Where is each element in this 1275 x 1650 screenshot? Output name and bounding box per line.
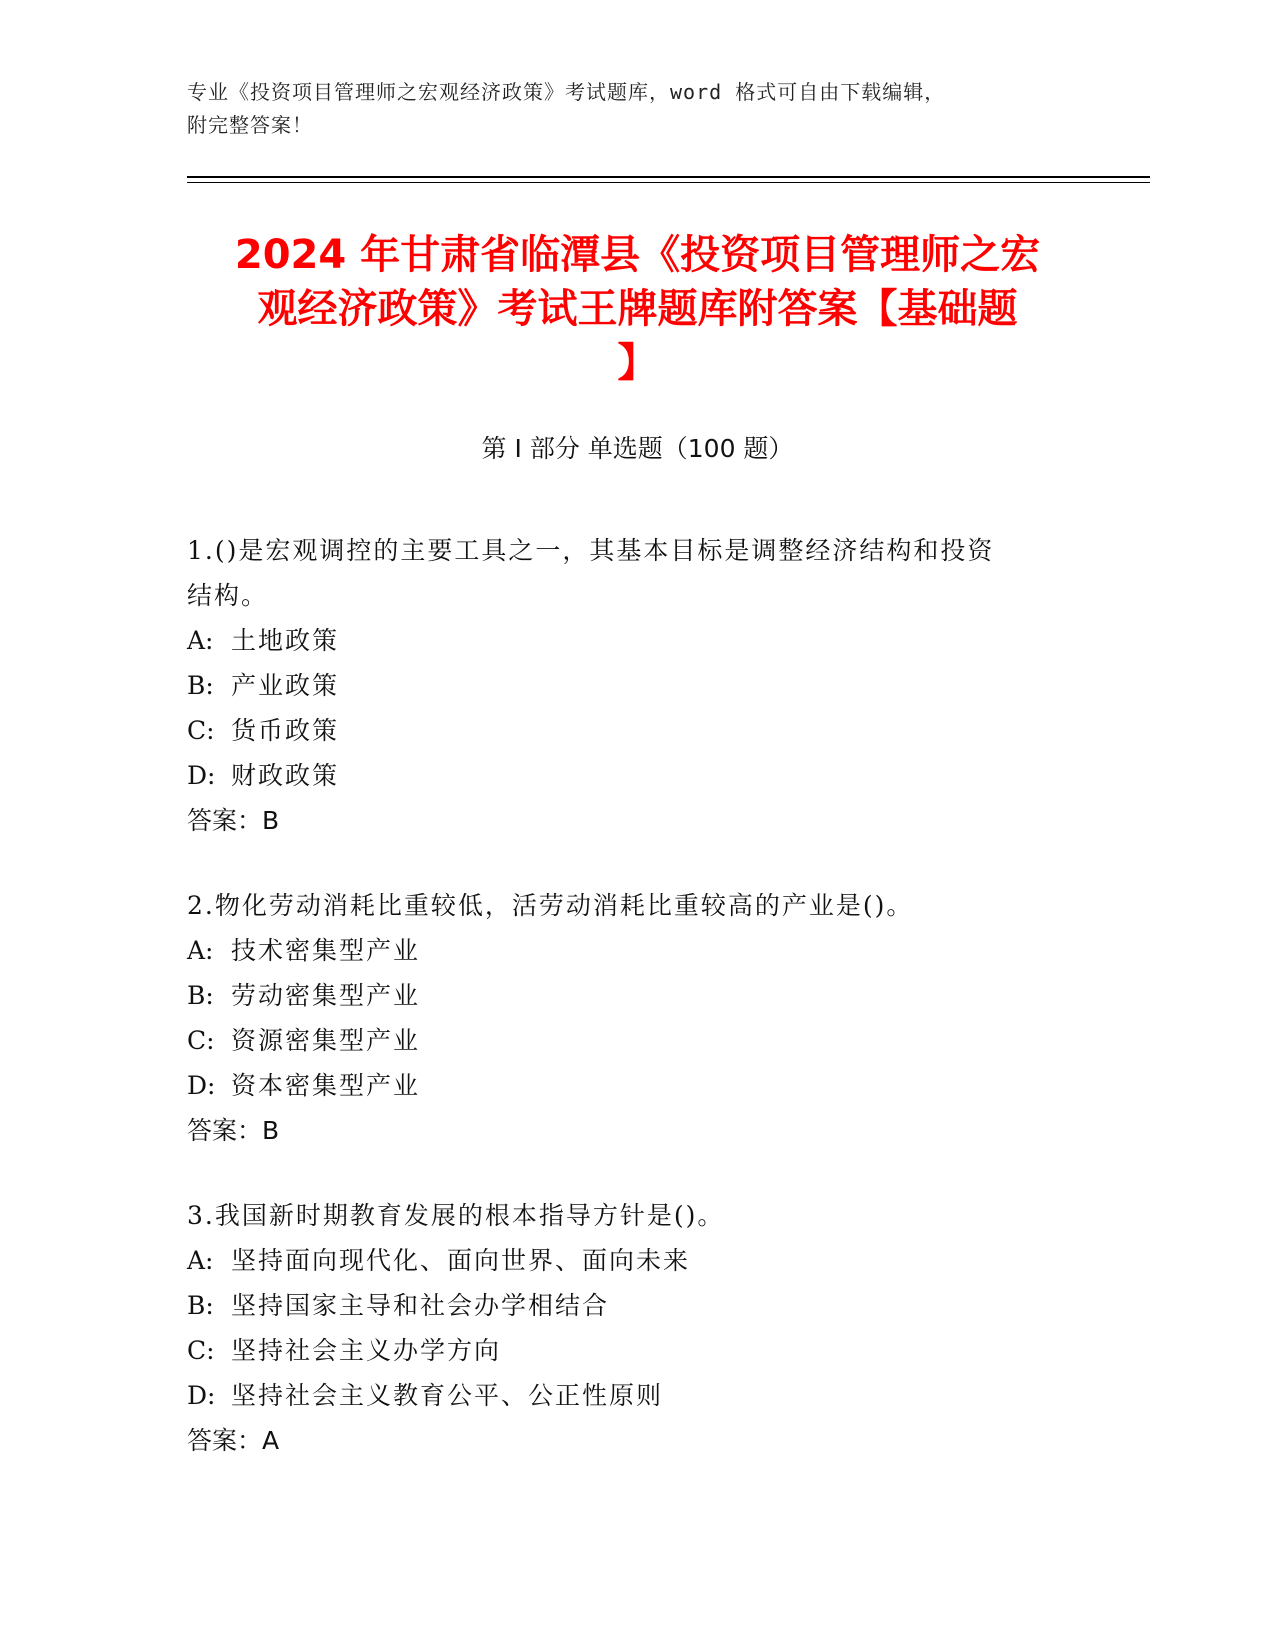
option-c <box>187 1328 1087 1373</box>
option-a <box>187 928 1087 973</box>
question-stem: 2.物化劳动消耗比重较低，活劳动消耗比重较高的产业是()。 <box>187 891 914 920</box>
header-note <box>187 76 1067 142</box>
option-key: D: <box>187 1381 216 1410</box>
question-item <box>187 1193 1087 1463</box>
header-divider-thin <box>187 182 1150 183</box>
question-stem: 1.()是宏观调控的主要工具之一，其基本目标是调整经济结构和投资 <box>187 536 995 565</box>
option-d <box>187 1373 1087 1418</box>
option-text: 货币政策 <box>231 716 340 745</box>
option-text: 坚持国家主导和社会办学相结合 <box>231 1291 610 1320</box>
page-title <box>180 228 1095 390</box>
option-key: D: <box>187 1071 216 1100</box>
option-key: B: <box>187 1291 214 1320</box>
option-key: C: <box>187 1336 215 1365</box>
option-key: B: <box>187 981 214 1010</box>
answer-text: 答案：B <box>187 806 280 835</box>
option-key: D: <box>187 761 216 790</box>
option-b <box>187 973 1087 1018</box>
option-text: 坚持社会主义教育公平、公正性原则 <box>231 1381 664 1410</box>
option-d <box>187 753 1087 798</box>
question-stem: 3.我国新时期教育发展的根本指导方针是()。 <box>187 1201 725 1230</box>
option-a <box>187 1238 1087 1283</box>
option-text: 土地政策 <box>231 626 340 655</box>
option-c <box>187 1018 1087 1063</box>
answer-text: 答案：B <box>187 1116 280 1145</box>
option-key: A: <box>187 1246 214 1275</box>
page-title-line: 2024 年甘肃省临潭县《投资项目管理师之宏 <box>234 232 1041 278</box>
option-a <box>187 618 1087 663</box>
option-text: 坚持社会主义办学方向 <box>231 1336 502 1365</box>
option-text: 资本密集型产业 <box>231 1071 421 1100</box>
option-text: 技术密集型产业 <box>231 936 421 965</box>
option-key: A: <box>187 626 214 655</box>
option-text: 劳动密集型产业 <box>231 981 421 1010</box>
option-d <box>187 1063 1087 1108</box>
option-b <box>187 1283 1087 1328</box>
option-key: A: <box>187 936 214 965</box>
option-text: 产业政策 <box>231 671 340 700</box>
option-b <box>187 663 1087 708</box>
question-item <box>187 883 1087 1153</box>
question-stem: 结构。 <box>187 581 269 610</box>
answer-text: 答案：A <box>187 1426 280 1455</box>
option-key: B: <box>187 671 214 700</box>
option-text: 坚持面向现代化、面向世界、面向未来 <box>231 1246 691 1275</box>
option-c <box>187 708 1087 753</box>
page-title-line: 观经济政策》考试王牌题库附答案【基础题 <box>257 286 1018 332</box>
header-note-line: 附完整答案！ <box>187 113 313 137</box>
header-divider <box>187 176 1150 178</box>
section-heading: 第 I 部分 单选题（100 题） <box>481 434 794 463</box>
option-key: C: <box>187 716 215 745</box>
question-item <box>187 528 1087 843</box>
page-title-line: 】 <box>617 340 658 386</box>
question-list <box>187 528 1087 1503</box>
header-note-line: 专业《投资项目管理师之宏观经济政策》考试题库，word 格式可自由下载编辑， <box>187 80 946 104</box>
option-key: C: <box>187 1026 215 1055</box>
option-text: 资源密集型产业 <box>231 1026 421 1055</box>
option-text: 财政政策 <box>231 761 340 790</box>
